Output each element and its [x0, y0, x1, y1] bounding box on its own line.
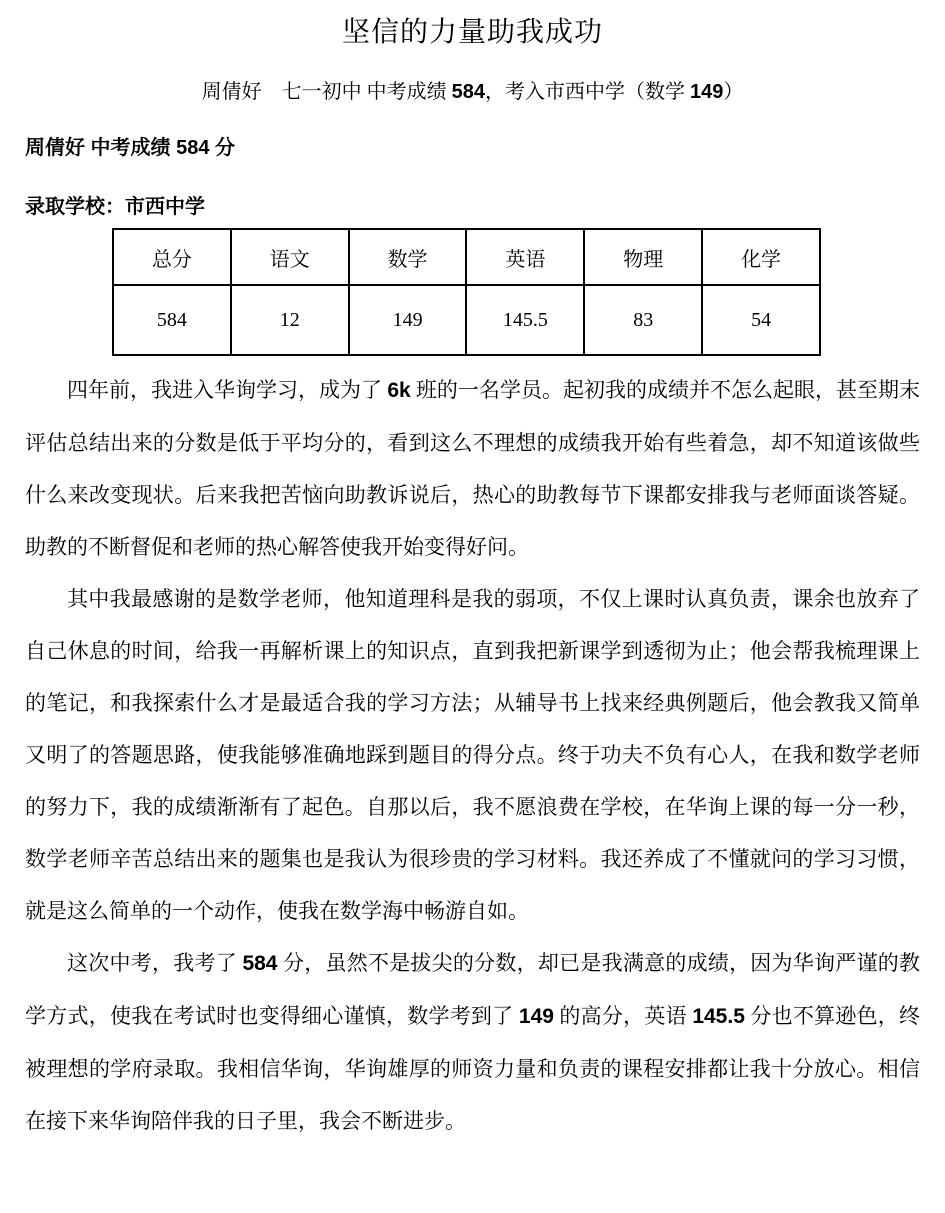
score-table	[112, 228, 821, 356]
essay-paragraph-2: 其中我最感谢的是数学老师，他知道理科是我的弱项，不仅上课时认真负责，课余也放弃了自己休息的时间，给我一再解析课上的知识点，直到我把新课学到透彻为止；他会帮我梳理课上的笔记，和我探索什么才是最适合我的学习方法；从辅导书上找来经典例题后，他会教我又简单又明了的答题思路，使我能够准确地踩到题目的得分点。终于功夫不负有心人，在我和数学老师的努力下，我的成绩渐渐有了起色。自那以后，我不愿浪费在学校，在华询上课的每一分一秒，数学老师辛苦总结出来的题集也是我认为很珍贵的学习材料。我还养成了不懂就问的学习习惯，就是这么简单的一个动作，使我在数学海中畅游自如。	[25, 587, 920, 923]
score-table-cell: 12	[231, 285, 349, 355]
byline: 周倩好 七一初中 中考成绩 584，考入市西中学（数学 149）	[201, 81, 744, 103]
score-table-cell: 数学	[349, 229, 467, 285]
score-table-cell: 149	[349, 285, 467, 355]
bold-number: 145.5	[692, 1005, 745, 1028]
student-summary-line: 周倩好 中考成绩 584 分	[25, 137, 236, 159]
bold-number: 149	[518, 1005, 554, 1028]
score-table-cell: 物理	[584, 229, 702, 285]
bold-number: 6k	[387, 379, 411, 402]
score-table-cell: 语文	[231, 229, 349, 285]
score-table-cell: 化学	[702, 229, 820, 285]
bold-number: 149	[690, 81, 724, 103]
score-table-cell: 145.5	[466, 285, 584, 355]
essay-paragraph-1: 四年前，我进入华询学习，成为了 6k 班的一名学员。起初我的成绩并不怎么起眼，甚至期末评估总结出来的分数是低于平均分的，看到这么不理想的成绩我开始有些着急，却不知道该做些什么来改变现状。后来我把苦恼向助教诉说后，热心的助教每节下课都安排我与老师面谈答疑。助教的不断督促和老师的热心解答使我开始变得好问。	[25, 378, 921, 559]
score-table-value-row	[113, 285, 820, 355]
page-title: 坚信的力量助我成功	[341, 17, 603, 48]
score-table-cell: 584	[113, 285, 231, 355]
score-table-cell: 英语	[466, 229, 584, 285]
admission-school-line: 录取学校：市西中学	[25, 196, 205, 218]
score-table-cell: 83	[584, 285, 702, 355]
score-table-header-row	[113, 229, 820, 285]
bold-number: 584	[242, 952, 278, 975]
bold-number: 584	[451, 81, 485, 103]
score-table-cell: 54	[702, 285, 820, 355]
score-table-cell: 总分	[113, 229, 231, 285]
essay-body	[25, 364, 920, 1147]
essay-paragraph-3: 这次中考，我考了 584 分，虽然不是拔尖的分数，却已是我满意的成绩，因为华询严谨的教学方式，使我在考试时也变得细心谨慎，数学考到了 149 的高分，英语 145.5 分也不算逊色，终被理想的学府录取。我相信华询，华询雄厚的师资力量和负责的课程安排都让我十分放心。相信在接下来华询陪伴我的日子里，我会不断进步。	[25, 951, 921, 1133]
